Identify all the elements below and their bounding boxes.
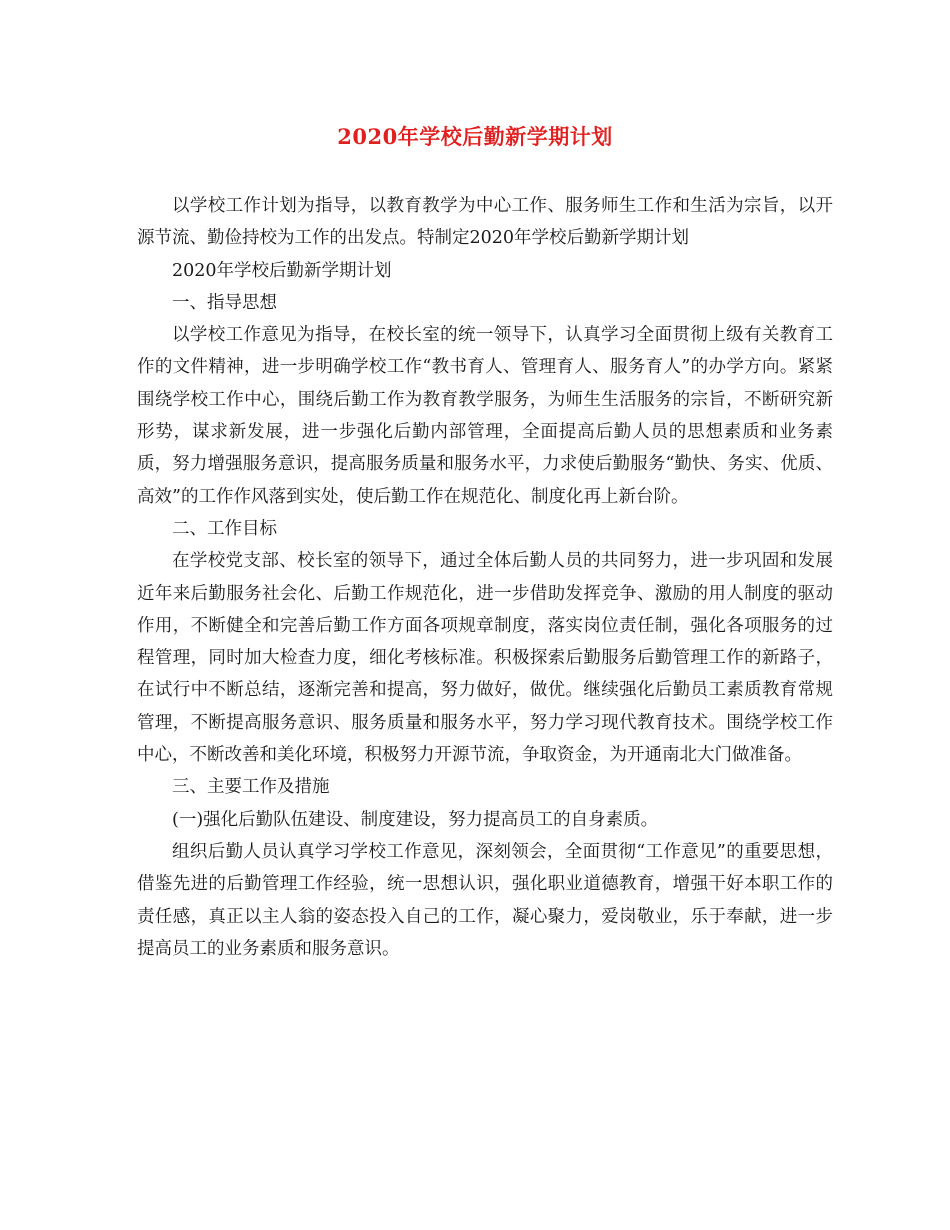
paragraph-work-goals: 在学校党支部、校长室的领导下，通过全体后勤人员的共同努力，进一步巩固和发展近年来后勤服务社会化、后勤工作规范化，进一步借助发挥竞争、激励的用人制度的驱动作用，不断健全和完善后勤工作方面各项规章制度，落实岗位责任制，强化各项服务的过程管理，同时加大检查力度，细化考核标准。积极探索后勤服务后勤管理工作的新路子，在试行中不断总结，逐渐完善和提高，努力做好，做优。继续强化后勤员工素质教育常规管理，不断提高服务意识、服务质量和服务水平，努力学习现代教育技术。围绕学校工作中心，不断改善和美化环境，积极努力开源节流，争取资金，为开通南北大门做准备。 — [137, 551, 833, 766]
paragraph-team-building: 组织后勤人员认真学习学校工作意见，深刻领会，全面贯彻“工作意见”的重要思想，借鉴先进的后勤管理工作经验，统一思想认识，强化职业道德教育，增强干好本职工作的责任感，真正以主人翁的姿态投入自己的工作，凝心聚力，爱岗敬业，乐于奉献，进一步提高员工的业务素质和服务意识。 — [137, 841, 833, 959]
document-body — [137, 190, 833, 965]
section-heading-work-goals: 二、工作目标 — [172, 518, 277, 539]
section-heading-main-work: 三、主要工作及措施 — [172, 777, 330, 798]
paragraph-intro: 以学校工作计划为指导，以教育教学为中心工作、服务师生工作和生活为宗旨，以开源节流、勤俭持校为工作的出发点。特制定2020年学校后勤新学期计划 — [137, 196, 833, 249]
subsection-heading-team-building: (一)强化后勤队伍建设、制度建设，努力提高员工的自身素质。 — [172, 809, 659, 830]
section-heading-guiding-ideology: 一、指导思想 — [172, 292, 277, 313]
paragraph-subtitle: 2020年学校后勤新学期计划 — [172, 260, 392, 281]
paragraph-guiding-ideology: 以学校工作意见为指导，在校长室的统一领导下，认真学习全面贯彻上级有关教育工作的文件精神，进一步明确学校工作“教书育人、管理育人、服务育人”的办学方向。紧紧围绕学校工作中心，围绕后勤工作为教育教学服务，为师生生活服务的宗旨，不断研究新形势，谋求新发展，进一步强化后勤内部管理，全面提高后勤人员的思想素质和业务素质，努力增强服务意识，提高服务质量和服务水平，力求使后勤服务“勤快、务实、优质、高效”的工作作风落到实处，使后勤工作在规范化、制度化再上新台阶。 — [137, 325, 833, 507]
document-title: 2020年学校后勤新学期计划 — [337, 124, 613, 149]
